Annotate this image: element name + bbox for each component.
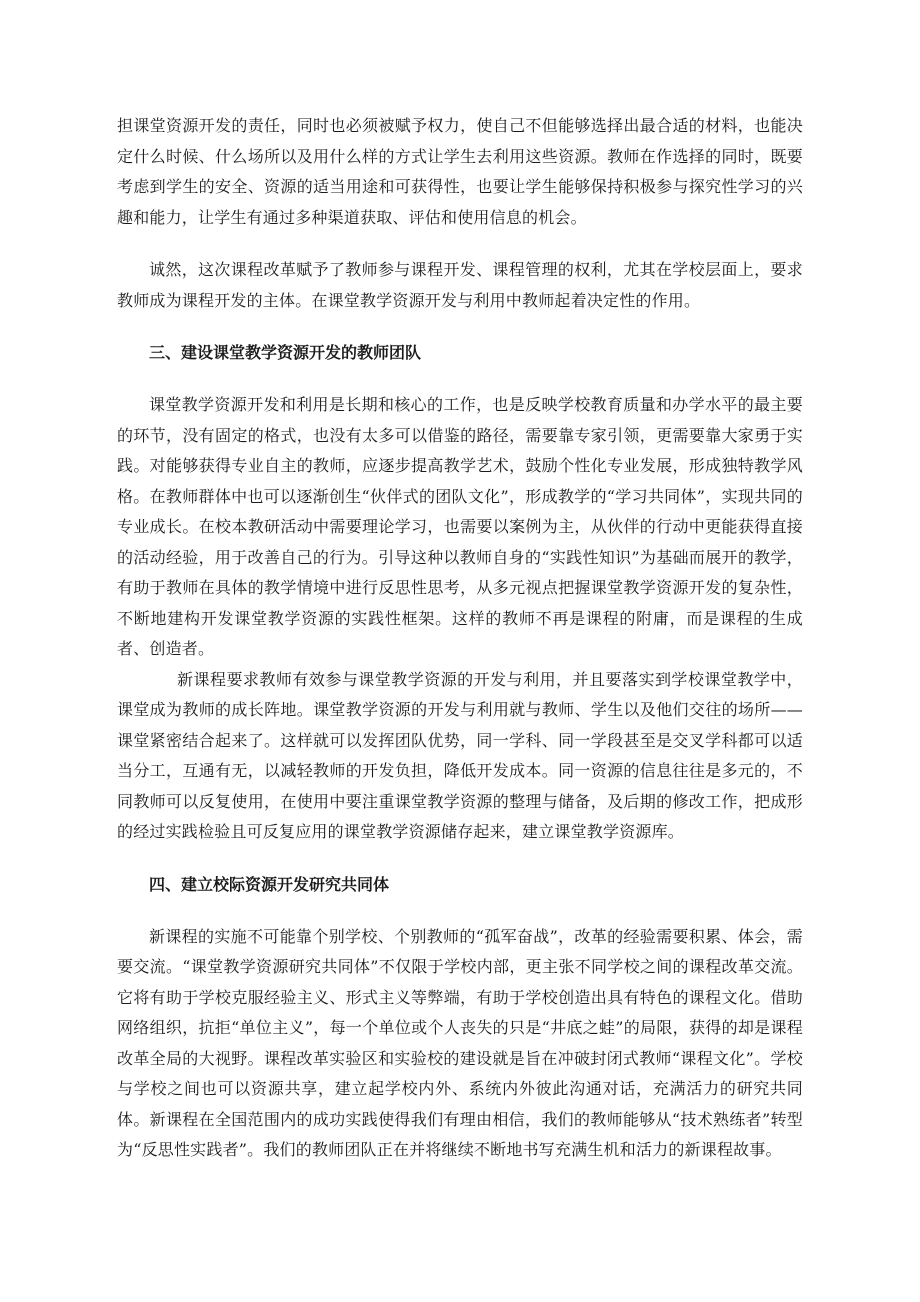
paragraph-resource-library: 新课程要求教师有效参与课堂教学资源的开发与利用，并且要落实到学校课堂教学中，课堂成为教师的成长阵地。课堂教学资源的开发与利用就与教师、学生以及他们交往的场所——课堂紧密结合起来了。这样就可以发挥团队优势，同一学科、同一学段甚至是交叉学科都可以适当分工，互通有无，以减轻教师的开发负担，降低开发成本。同一资源的信息往往是多元的，不同教师可以反复使用，在使用中要注重课堂教学资源的整理与储备，及后期的修改工作，把成形的经过实践检验且可反复应用的课堂教学资源储存起来，建立课堂教学资源库。 (117, 669, 803, 841)
section-heading-3: 三、建设课堂教学资源开发的教师团队 (149, 343, 422, 362)
paragraph-continued: 担课堂资源开发的责任，同时也必须被赋予权力，使自己不但能够选择出最合适的材料，也能决定什么时候、什么场所以及用什么样的方式让学生去利用这些资源。教师在作选择的同时，既要考虑到学生的安全、资源的适当用途和可获得性，也要让学生能够保持积极参与探究性学习的兴趣和能力，让学生有通过多种渠道获取、评估和使用信息的机会。 (117, 116, 803, 227)
document-page (117, 111, 803, 1166)
paragraph-research-community: 新课程的实施不可能靠个别学校、个别教师的“孤军奋战”，改革的经验需要积累、体会，需要交流。“课堂教学资源研究共同体”不仅限于学校内部，更主张不同学校之间的课程改革交流。它将有助于学校克服经验主义、形式主义等弊端，有助于学校创造出具有特色的课程文化。借助网络组织，抗拒“单位主义”，每一个单位或个人丧失的只是“井底之蛙”的局限，获得的却是课程改革全局的大视野。课程改革实验区和实验校的建设就是旨在冲破封闭式教师“课程文化”。学校与学校之间也可以资源共享，建立起学校内外、系统内外彼此沟通对话，充满活力的研究共同体。新课程在全国范围内的成功实践使得我们有理由相信，我们的教师能够从“技术熟练者”转型为“反思性实践者”。我们的教师团队正在并将继续不断地书写充满生机和活力的新课程故事。 (117, 926, 803, 1159)
paragraph-team-building: 课堂教学资源开发和利用是长期和核心的工作，也是反映学校教育质量和办学水平的最主要的环节，没有固定的格式，也没有太多可以借鉴的路径，需要靠专家引领，更需要靠大家勇于实践。对能够获得专业自主的教师，应逐步提高教学艺术，鼓励个性化专业发展，形成独特教学风格。在教师群体中也可以逐渐创生“伙伴式的团队文化”，形成教学的“学习共同体”，实现共同的专业成长。在校本教研活动中需要理论学习，也需要以案例为主，从伙伴的行动中更能获得直接的活动经验，用于改善自己的行为。引导这种以教师自身的“实践性知识”为基础而展开的教学，有助于教师在具体的教学情境中进行反思性思考，从多元视点把握课堂教学资源开发的复杂性，不断地建构开发课堂教学资源的实践性框架。这样的教师不再是课程的附庸，而是课程的生成者、创造者。 (117, 395, 803, 658)
section-heading-4: 四、建立校际资源开发研究共同体 (149, 874, 390, 894)
paragraph-teacher-role: 诚然，这次课程改革赋予了教师参与课程开发、课程管理的权利，尤其在学校层面上，要求教师成为课程开发的主体。在课堂教学资源开发与利用中教师起着决定性的作用。 (117, 260, 803, 310)
